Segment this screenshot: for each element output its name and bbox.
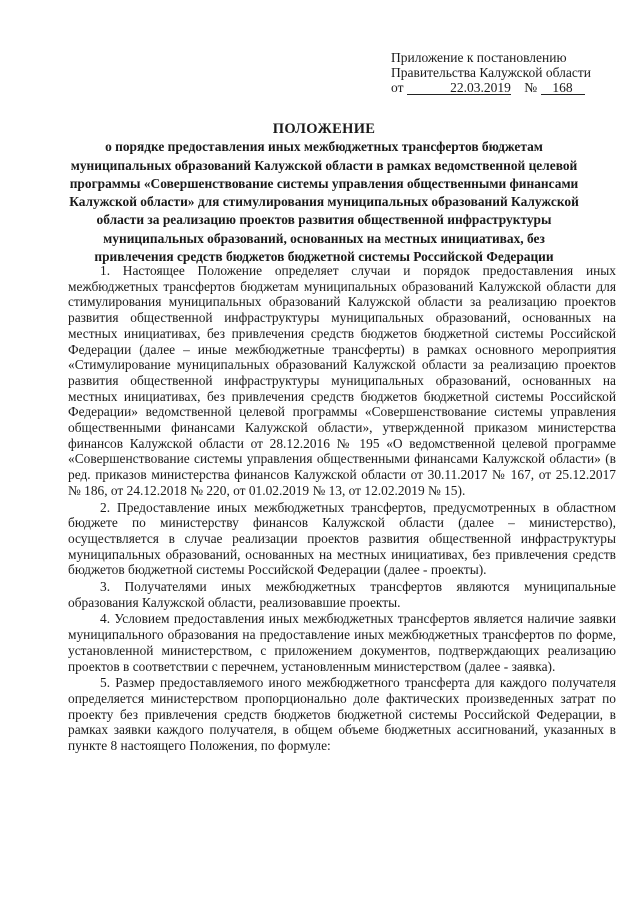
title-heading: ПОЛОЖЕНИЕ — [272, 121, 376, 137]
title-line-4: Калужской области» для стимулирования муниципальных образований Калужской — [69, 194, 579, 210]
paragraph-5: 5. Размер предоставляемого иного межбюджетного трансферта для каждого получателя определяется министерством пропорционально доле фактических произведенных затрат по проекту без привлечения средств бюджетов бюджетной системы Российской Федерации, в рамках заявки каждого получателя, в общем объеме бюджетных ассигнований, указанных в пункте 8 настоящего Положения, по формуле: — [68, 675, 616, 754]
paragraph-2: 2. Предоставление иных межбюджетных трансфертов, предусмотренных в областном бюджете по министерству финансов Калужской области (далее – министерство), осуществляется в случае реализации проектов развития общественной инфраструктуры муниципальных образований, основанных на местных инициативах, без привлечения средств бюджетов бюджетной системы Российской Федерации (далее - проекты). — [68, 499, 616, 578]
paragraph-1: 1. Настоящее Положение определяет случаи и порядок предоставления иных межбюджетных трансфертов бюджетам муниципальных образований Калужской области для стимулирования муниципальных образований Калужской области за реализацию проектов развития общественной инфраструктуры муниципальных образований, основанных на местных инициативах, без привлечения средств бюджетов бюджетной системы Российской Федерации (далее – иные межбюджетные трансферты) в рамках основного мероприятия «Стимулирование муниципальных образований Калужской области за реализацию проектов развития общественной инфраструктуры муниципальных образований, основанных на местных инициативах, без привлечения средств бюджетов бюджетной системы Российской Федерации» ведомственной целевой программы «Совершенствование системы управления общественными финансами Калужской области», утвержденной приказом министерства финансов Калужской области от 28.12.2016 № 195 «О ведомственной целевой программе «Совершенствование системы управления общественными финансами Калужской области» (в ред. приказов министерства финансов Калужской области от 30.11.2017 № 167, от 25.12.2017 № 186, от 24.12.2018 № 220, от 01.02.2019 № 13, от 12.02.2019 № 15). — [68, 263, 616, 498]
title-line-5: области за реализацию проектов развития общественной инфраструктуры — [96, 212, 552, 228]
title-line-2: муниципальных образований Калужской области в рамках ведомственной целевой — [70, 157, 578, 173]
title-line-7: привлечения средств бюджетов бюджетной системы Российской Федерации — [94, 249, 554, 265]
number-value: 168 — [541, 81, 585, 95]
appendix-block — [391, 50, 616, 95]
document-body — [68, 263, 616, 754]
title-line-1: о порядке предоставления иных межбюджетных трансфертов бюджетам — [105, 139, 543, 155]
paragraph-3: 3. Получателями иных межбюджетных трансфертов являются муниципальные образования Калужской области, реализовавшие проекты. — [68, 579, 616, 610]
date-value: 22.03.2019 — [407, 81, 511, 95]
appendix-line-1: Приложение к постановлению — [391, 50, 567, 65]
appendix-date-line — [391, 80, 616, 95]
number-label: № — [524, 80, 538, 95]
title-line-6: муниципальных образований, основанных на местных инициативах, без — [103, 230, 545, 246]
title-line-3: программы «Совершенствование системы управления общественными финансами — [69, 175, 579, 191]
paragraph-4: 4. Условием предоставления иных межбюджетных трансфертов является наличие заявки муниципального образования на предоставление иных межбюджетных трансфертов по форме, установленной министерством, с приложением документов, подтверждающих реализацию проектов в соответствии с перечнем, установленным министерством (далее - заявка). — [68, 611, 616, 674]
from-label: от — [391, 80, 404, 95]
appendix-line-2: Правительства Калужской области — [391, 65, 592, 80]
document-title — [40, 120, 608, 266]
